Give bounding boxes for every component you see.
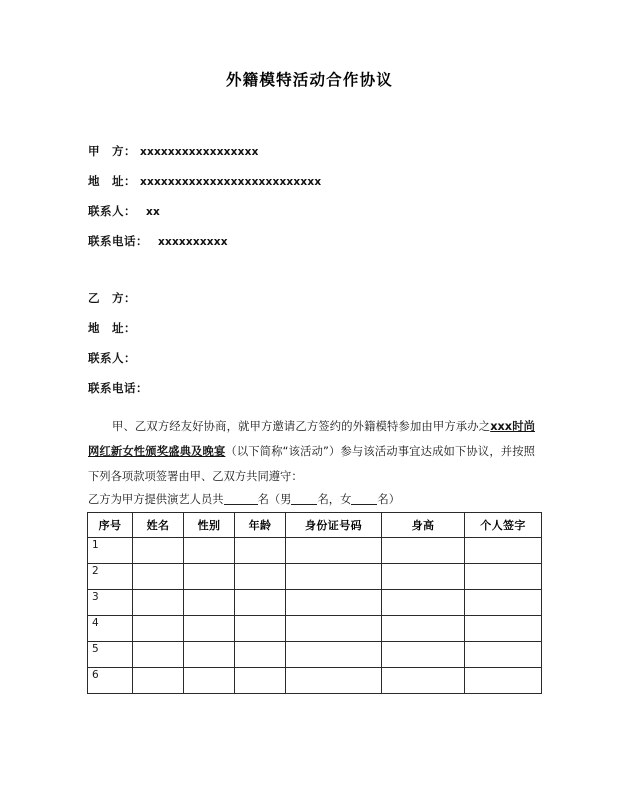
party-a-address-value: xxxxxxxxxxxxxxxxxxxxxxxxxx [140, 176, 322, 188]
cell-index[interactable]: 1 [88, 538, 133, 564]
party-a-contact-value: xx [146, 206, 160, 218]
cell-gender[interactable] [184, 590, 235, 616]
agreement-paragraph [88, 414, 535, 489]
cell-index[interactable]: 6 [88, 668, 133, 694]
party-a-name-line [88, 136, 548, 166]
party-a-contact-label: 联系人： [88, 204, 136, 218]
cell-name[interactable] [133, 616, 184, 642]
cell-name[interactable] [133, 668, 184, 694]
cell-gender[interactable] [184, 538, 235, 564]
party-b-address-line [88, 313, 548, 343]
paragraph-part-two: （以下简称“该活动”）参与该活动事宜达成如下协议，并按照下列各项款项签署由甲、乙双方共同遵守： [88, 445, 535, 483]
cell-gender[interactable] [184, 564, 235, 590]
performer-table [87, 512, 542, 694]
total-count-blank[interactable] [224, 492, 258, 505]
party-b-block [88, 283, 548, 403]
cell-index[interactable]: 4 [88, 616, 133, 642]
party-a-name-value: xxxxxxxxxxxxxxxxx [140, 146, 259, 158]
cell-age[interactable] [235, 538, 286, 564]
performer-count-line [88, 490, 535, 510]
female-count-blank[interactable] [351, 492, 377, 505]
party-b-contact-label: 联系人： [88, 351, 136, 365]
event-name-emphasis: xxx时尚网红新女性颁奖盛典及晚宴 [88, 420, 535, 458]
table-row [88, 590, 542, 616]
cell-id-number[interactable] [286, 538, 382, 564]
table-header-age: 年龄 [235, 513, 286, 538]
cell-age[interactable] [235, 668, 286, 694]
party-a-block [88, 136, 548, 256]
cell-height[interactable] [382, 590, 465, 616]
cell-signature[interactable] [465, 616, 542, 642]
table-header-gender: 性别 [184, 513, 235, 538]
cell-id-number[interactable] [286, 642, 382, 668]
party-b-name-label: 乙 方： [88, 291, 136, 305]
table-row [88, 642, 542, 668]
cell-name[interactable] [133, 538, 184, 564]
cell-gender[interactable] [184, 642, 235, 668]
table-header-index: 序号 [88, 513, 133, 538]
party-b-contact-line [88, 343, 548, 373]
party-b-name-line [88, 283, 548, 313]
party-a-address-line [88, 166, 548, 196]
cell-id-number[interactable] [286, 590, 382, 616]
table-header-id-number: 身份证号码 [286, 513, 382, 538]
cell-signature[interactable] [465, 538, 542, 564]
cell-index[interactable]: 5 [88, 642, 133, 668]
page-title: 外籍模特活动合作协议 [225, 71, 393, 89]
party-b-phone-line [88, 373, 548, 403]
performer-count-prefix: 乙方为甲方提供演艺人员共 [88, 493, 224, 506]
cell-signature[interactable] [465, 668, 542, 694]
paragraph-part-one: 甲、乙双方经友好协商，就甲方邀请乙方签约的外籍模特参加由甲方承办之 [112, 420, 491, 433]
performer-count-suffix: 名） [377, 493, 400, 506]
cell-height[interactable] [382, 668, 465, 694]
cell-age[interactable] [235, 642, 286, 668]
cell-height[interactable] [382, 538, 465, 564]
cell-height[interactable] [382, 564, 465, 590]
party-b-phone-label: 联系电话： [88, 381, 148, 395]
cell-id-number[interactable] [286, 668, 382, 694]
cell-age[interactable] [235, 590, 286, 616]
party-a-name-label: 甲 方： [88, 144, 136, 158]
cell-name[interactable] [133, 564, 184, 590]
table-header-row [88, 513, 542, 538]
cell-signature[interactable] [465, 564, 542, 590]
cell-age[interactable] [235, 616, 286, 642]
party-a-phone-value: xxxxxxxxxx [158, 236, 228, 248]
cell-gender[interactable] [184, 668, 235, 694]
cell-height[interactable] [382, 642, 465, 668]
cell-signature[interactable] [465, 642, 542, 668]
cell-name[interactable] [133, 590, 184, 616]
party-a-phone-label: 联系电话： [88, 234, 148, 248]
party-a-address-label: 地 址： [88, 174, 136, 188]
performer-count-mid-one: 名（男 [257, 493, 292, 506]
cell-signature[interactable] [465, 590, 542, 616]
party-a-phone-line [88, 226, 548, 256]
cell-gender[interactable] [184, 616, 235, 642]
cell-age[interactable] [235, 564, 286, 590]
party-a-contact-line [88, 196, 548, 226]
cell-name[interactable] [133, 642, 184, 668]
cell-index[interactable]: 3 [88, 590, 133, 616]
table-header-name: 姓名 [133, 513, 184, 538]
cell-id-number[interactable] [286, 616, 382, 642]
table-row [88, 668, 542, 694]
party-b-address-label: 地 址： [88, 321, 136, 335]
table-row [88, 616, 542, 642]
cell-id-number[interactable] [286, 564, 382, 590]
table-header-height: 身高 [382, 513, 465, 538]
table-row [88, 538, 542, 564]
male-count-blank[interactable] [291, 492, 317, 505]
table-header-signature: 个人签字 [465, 513, 542, 538]
table-row [88, 564, 542, 590]
cell-height[interactable] [382, 616, 465, 642]
cell-index[interactable]: 2 [88, 564, 133, 590]
performer-count-mid-two: 名，女 [317, 493, 352, 506]
